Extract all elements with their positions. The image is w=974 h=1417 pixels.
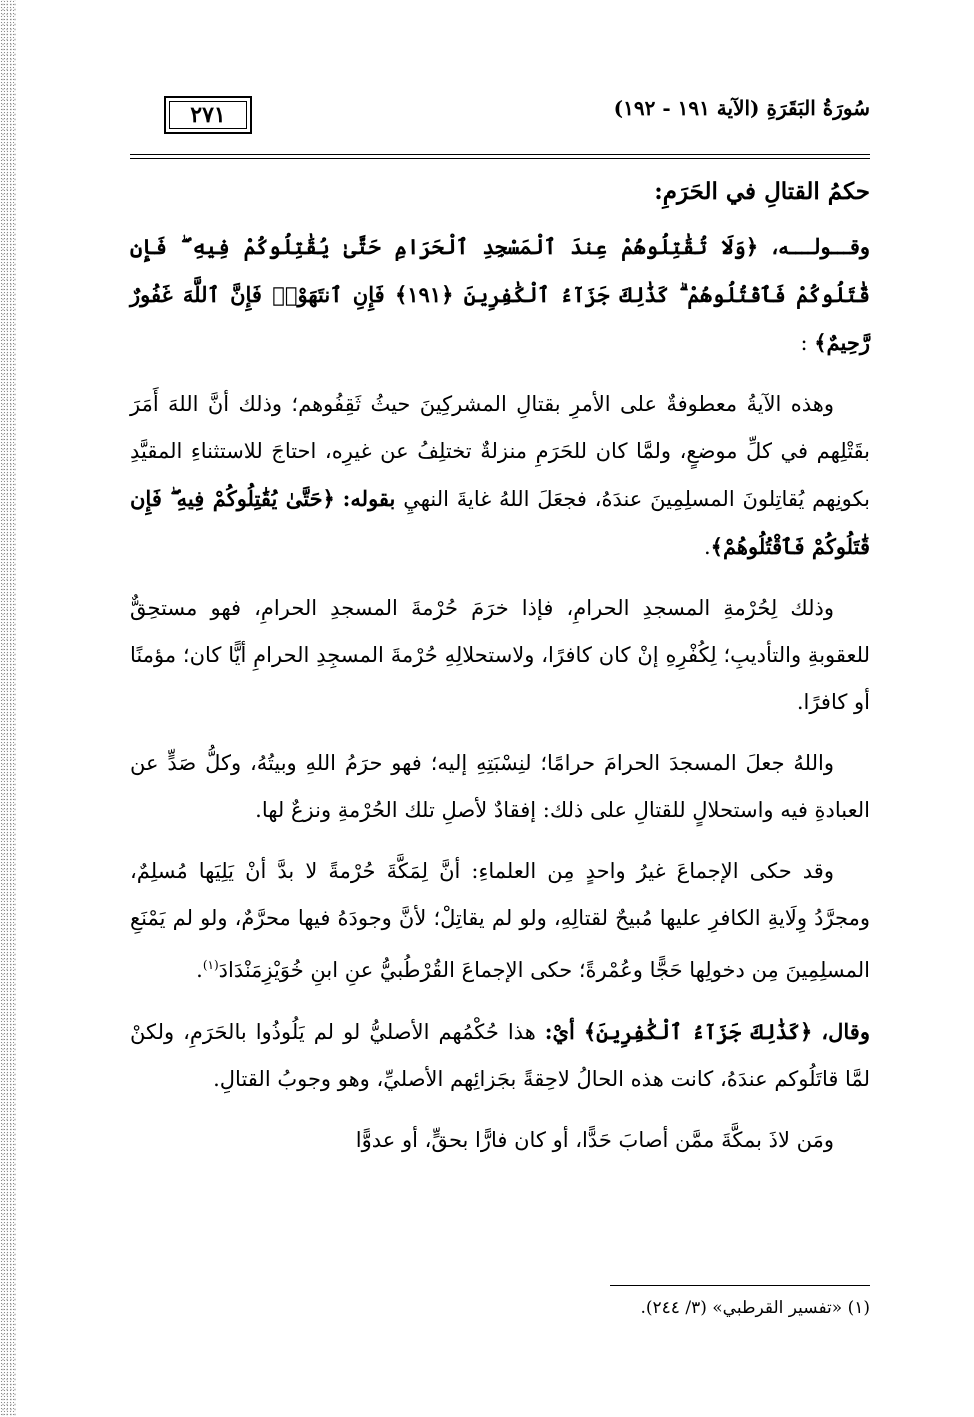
- body-text: [130, 178, 870, 1178]
- paragraph-lead: بقوله:: [342, 486, 396, 511]
- paragraph-lead-2: أيْ:: [544, 1019, 575, 1044]
- paragraph-7: [130, 1117, 870, 1164]
- paragraph-text: وذلك لِحُرْمةِ المسجدِ الحرامِ، فإذا خرَمَ حُرْمةَ المسجدِ الحرامِ، فهو مستحِقٌّ للعقوبةِ والتأديبِ؛ لِكُفْرِهِ إنْ كان كافرًا، ولاستحلالِهِ حُرْمةَ المسجِدِ الحرامِ أيًّا كان؛ مؤمنًا أو كافرًا.: [130, 596, 870, 714]
- paragraph-text: :: [800, 331, 808, 355]
- paragraph-tail: .: [703, 535, 711, 559]
- page-number-box: [164, 96, 252, 134]
- section-heading: حكمُ القتالِ في الحَرَمِ:: [654, 178, 870, 205]
- paragraph-text: وقد حكى الإجماعَ غيرُ واحدٍ مِن العلماءِ: أنَّ لِمَكَّةَ حُرْمةً لا بدَّ أنْ يَلِيَها مُسلِمٌ، ومجرَّدُ وِلَايةِ الكافرِ عليها مُبيحٌ لقتالِهِ، ولو لم يقاتِلْ؛ لأنَّ وجودَهُ فيها محرَّمٌ، ولو لم يَمْنَعِ المسلِمِينَ مِن دخولِها حَجًّا وعُمْرةً؛ حكى الإجماعَ القُرْطُبيُّ عنِ ابنِ خُوَيْزِمَنْدَادَ: [130, 859, 870, 982]
- paragraph-text: وهذه الآيةُ معطوفةٌ على الأمرِ بقتالِ المشركِينَ حيثُ ثَقِفُوهم؛ وذلك أنَّ اللهَ أَمَرَ بقَتْلِهم في كلِّ موضعٍ، ولمَّا كان للحَرَمِ منزلةٌ تختلِفُ عن غيرِه، احتاجَ للاستثناءِ المقيَّدِ بكونِهم يُقاتِلونَ المسلِمِينَ عندَهُ، فجعَلَ اللهُ غايةَ النهيِ: [130, 392, 870, 511]
- header-rule: [130, 154, 870, 155]
- header-rule-second: [130, 158, 870, 159]
- scan-edge: [0, 0, 16, 1417]
- paragraph-text: ومَن لاذَ بمكَّةَ ممَّن أصابَ حَدًّا، أو كان فارًّا بحقٍّ، أو عدوًّا: [355, 1128, 834, 1152]
- page-number: ٢٧١: [190, 102, 226, 128]
- paragraph-text: واللهُ جعلَ المسجدَ الحرامَ حرامًا؛ لنِسْبَتِهِ إليه؛ فهو حرَمُ اللهِ وبيتُهُ، وكلُّ صَدٍّ عن العبادةِ فيه واستحلالٍ للقتالِ على ذلك: إفقادٌ لأصلِ تلك الحُرْمةِ ونزعٌ لها.: [130, 751, 870, 822]
- surah-title: سُورَةُ البَقَرَةِ (الآية ١٩١ - ١٩٢): [613, 96, 870, 120]
- paragraph-lead: وقـــولــــه،: [771, 234, 870, 259]
- footnote-rule: [610, 1285, 870, 1286]
- quran-verse: ﴿وَلَا تُقَٰتِلُوهُمْ عِندَ ٱلْمَسْجِدِ ٱلْحَرَامِ حَتَّىٰ يُقَٰتِلُوكُمْ فِيهِ ۖ فَإِن قَٰتَلُوكُمْ فَٱقْتُلُوهُمْ ۗ كَذَٰلِكَ جَزَآءُ ٱلْكَٰفِرِينَ ﴿١٩١﴾ فَإِنِ ٱنتَهَوْا۟ فَإِنَّ ٱللَّهَ غَفُورٌ رَّحِيمٌ﴾: [130, 234, 870, 355]
- footnote-ref[interactable]: (١): [202, 958, 219, 972]
- paragraph-6: [130, 1008, 870, 1103]
- paragraph-4: [130, 740, 870, 834]
- paragraph-tail: .: [196, 958, 203, 982]
- footnote: (١) «تفسير القرطبي» (٣/ ٢٤٤).: [640, 1298, 870, 1318]
- book-page: [130, 70, 870, 1390]
- quran-verse: ﴿كَذَٰلِكَ جَزَآءُ ٱلْكَٰفِرِينَ﴾: [583, 1019, 813, 1044]
- paragraph-3: [130, 585, 870, 726]
- paragraph-1: [130, 223, 870, 367]
- paragraph-5: [130, 848, 870, 994]
- quran-verse: ﴿حَتَّىٰ يُقَٰتِلُوكُمْ فِيهِ ۖ فَإِن قَٰتَلُوكُمْ فَٱقْتُلُوهُمْ﴾: [130, 486, 870, 559]
- page-header: [130, 96, 870, 142]
- paragraph-lead: وقال،: [821, 1019, 870, 1044]
- paragraph-2: [130, 381, 870, 571]
- paragraph-text: هذا حُكْمُهم الأصليُّ لو لم يَلُوذُوا بالحَرَمِ، ولكنْ لمَّا قاتَلُوكم عندَهُ، كانت هذه الحالُ لاحِقةً بجَزائِهم الأصليِّ، وهو وجوبُ القتالِ.: [130, 1020, 870, 1091]
